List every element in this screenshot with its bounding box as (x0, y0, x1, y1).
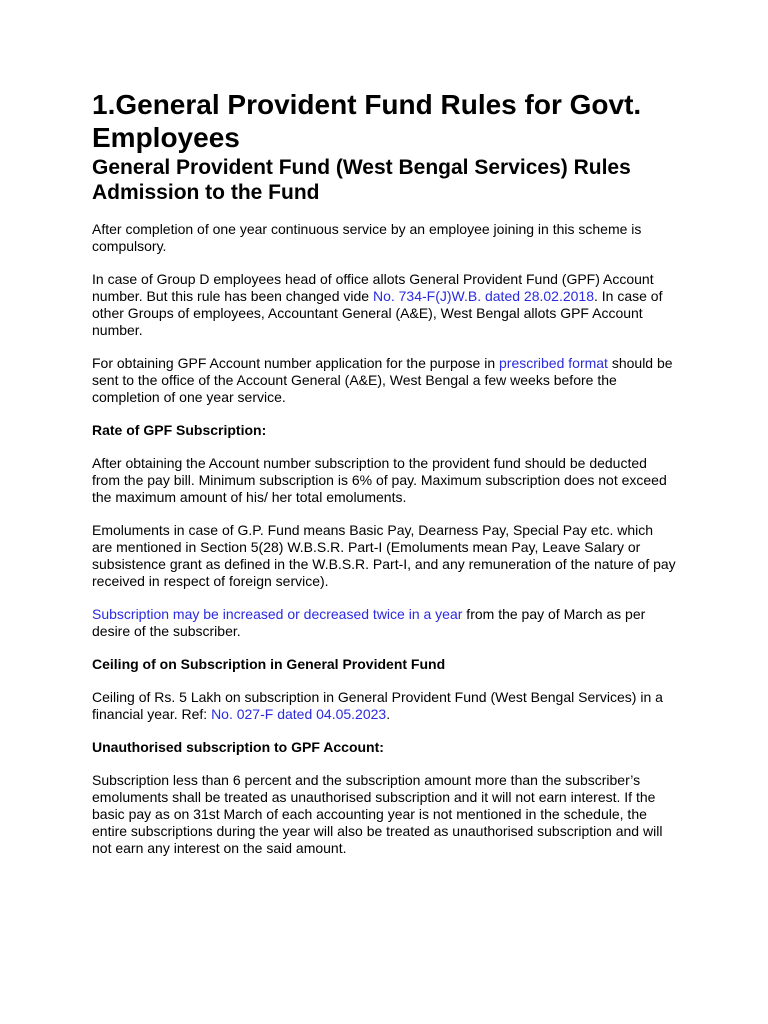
notification-027f-link[interactable]: No. 027-F dated 04.05.2023 (211, 706, 387, 722)
heading-ceiling: Ceiling of on Subscription in General Provident Fund (92, 656, 446, 672)
paragraph-group-d-allotment (92, 271, 676, 339)
paragraph-text: should be sent to the office of the Account General (A&E), West Bengal a few weeks before the completion of one year service. (92, 355, 673, 405)
paragraph-text: . (386, 706, 391, 722)
prescribed-format-link[interactable]: prescribed format (499, 355, 608, 371)
paragraph-change-subscription (92, 606, 676, 640)
document-subtitle: General Provident Fund (West Bengal Services) Rules (92, 156, 631, 179)
subscription-change-link[interactable]: Subscription may be increased or decreased twice in a year (92, 606, 463, 622)
heading-rate-of-subscription: Rate of GPF Subscription: (92, 422, 267, 438)
paragraph-ceiling (92, 689, 676, 723)
paragraph-unauthorised: Subscription less than 6 percent and the subscription amount more than the subscriber’s emoluments shall be treated as unauthorised subscription and it will not earn interest. If the basic pay as on 31st March of each accounting year is not mentioned in the schedule, the entire subscriptions during the year will also be treated as unauthorised subscription and will not earn any interest on the said amount. (92, 772, 663, 856)
paragraph-text: In case of Group D employees head of office allots General Provident Fund (GPF) Account number. But this rule has been changed vide (92, 271, 654, 304)
paragraph-text: from the pay of March as per desire of the subscriber. (92, 606, 646, 639)
paragraph-minimum-subscription: After obtaining the Account number subscription to the provident fund should be deducted from the pay bill. Minimum subscription is 6% of pay. Maximum subscription does not exceed the maximum amount of his/ her total emoluments. (92, 455, 667, 505)
paragraph-emoluments: Emoluments in case of G.P. Fund means Basic Pay, Dearness Pay, Special Pay etc. which are mentioned in Section 5(28) W.B.S.R. Part-I (Emoluments mean Pay, Leave Salary or subsistence grant as defined in the W.B.S.R. Part-I, and any remuneration of the nature of pay received in respect of foreign service). (92, 522, 676, 589)
heading-unauthorised-subscription: Unauthorised subscription to GPF Account: (92, 739, 384, 755)
section-title: Admission to the Fund (92, 181, 320, 204)
notification-734f-link[interactable]: No. 734-F(J)W.B. dated 28.02.2018 (372, 288, 594, 304)
paragraph-admission-service: After completion of one year continuous service by an employee joining in this scheme is compulsory. (92, 221, 642, 254)
paragraph-application (92, 355, 676, 406)
document-title: 1.General Provident Fund Rules for Govt. Employees (92, 89, 642, 153)
paragraph-text: Ceiling of Rs. 5 Lakh on subscription in General Provident Fund (West Bengal Services) in a financial year. Ref: (92, 689, 663, 722)
paragraph-text: . In case of other Groups of employees, Accountant General (A&E), West Bengal allots GPF Account number. (92, 288, 663, 338)
paragraph-text: For obtaining GPF Account number application for the purpose in (92, 355, 500, 371)
